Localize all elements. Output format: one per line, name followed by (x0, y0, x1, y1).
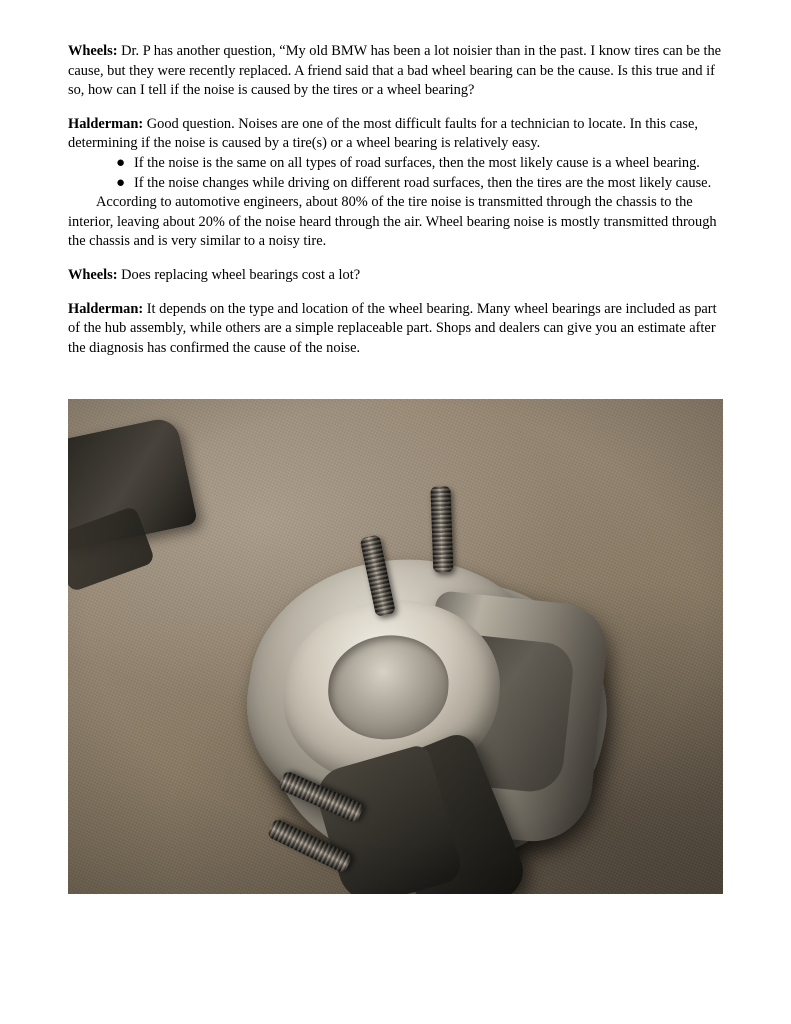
paragraph-text: Good question. Noises are one of the most difficult faults for a technician to locate. In this case, determining if the noise is caused by a tire(s) or a wheel bearing is relatively easy. (68, 115, 698, 152)
list-item (68, 154, 723, 174)
paragraph-halderman-answer-2 (68, 300, 723, 359)
wheel-stud (430, 486, 453, 573)
hub-assembly (165, 477, 631, 892)
paragraph-text: It depends on the type and location of the wheel bearing. Many wheel bearings are included as part of the hub assembly, while others are a simple replaceable part. Shops and dealers can give you an estimate after the diagnosis has confirmed the cause of the noise. (68, 300, 717, 356)
paragraph-text: Dr. P has another question, “My old BMW has been a lot noisier than in the past. I know tires can be the cause, but they were recently replaced. A friend said that a bad wheel bearing can be the cause. Is this true and if so, how can I tell if the noise is caused by the tires or a wheel bearing? (68, 43, 722, 99)
paragraph-engineering-note: According to automotive engineers, about 80% of the tire noise is transmitted through the chassis to the interior, leaving about 20% of the noise heard through the air. Wheel bearing noise is mostly transmitted through the chassis and is very similar to a noisy tire. (68, 194, 717, 250)
document-body (68, 42, 723, 372)
speaker-label-wheels: Wheels: (68, 43, 118, 59)
list-item-label: If the noise changes while driving on different road surfaces, then the tires are the most likely cause. (134, 174, 712, 191)
speaker-label-halderman: Halderman: (68, 300, 144, 317)
paragraph-wheels-question-1 (68, 42, 723, 101)
bullet-list (68, 154, 723, 193)
speaker-label-wheels: Wheels: (68, 266, 118, 283)
paragraph-text: Does replacing wheel bearings cost a lot? (117, 266, 361, 283)
bullet-dot-icon: ● (116, 154, 126, 171)
list-item-label: If the noise is the same on all types of road surfaces, then the most likely cause is a wheel bearing. (134, 154, 700, 171)
photo-background (68, 399, 723, 894)
wheel-hub-photograph (68, 399, 723, 894)
paragraph-halderman-answer-1 (68, 115, 723, 154)
speaker-label-halderman: Halderman: (68, 115, 144, 132)
paragraph-wheels-question-2 (68, 266, 723, 286)
bullet-dot-icon: ● (116, 174, 126, 191)
list-item (68, 174, 723, 194)
